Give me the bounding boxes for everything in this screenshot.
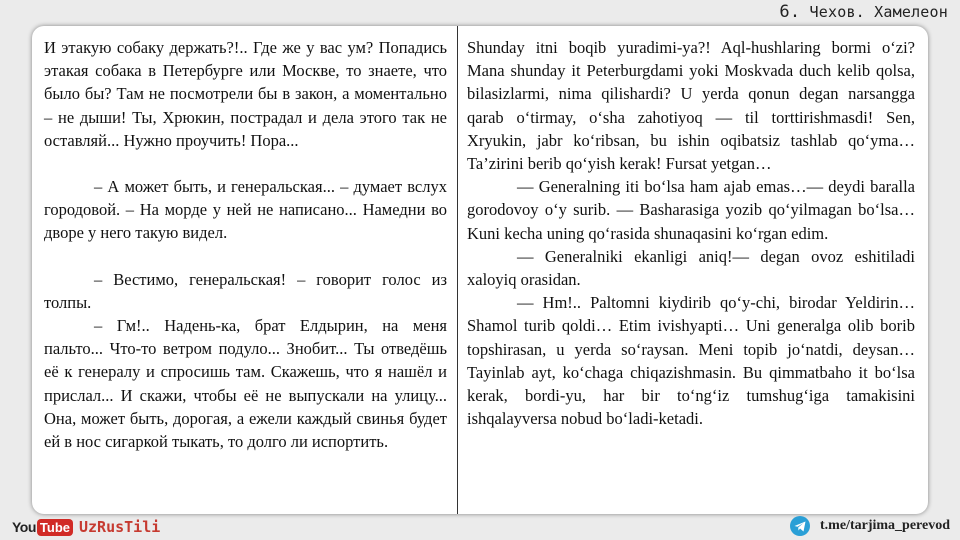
uzbek-column [467,36,915,430]
text-card [32,26,928,514]
youtube-logo-you: You [12,519,36,535]
youtube-channel-link[interactable] [12,518,160,536]
russian-paragraph-4: – Гм!.. Надень-ка, брат Елдырин, на меня пальто... Что-то ветром подуло... Знобит... Ты отведёшь её к генералу и спросишь там. Скажешь, что я нашёл и прислал... И скажи, чтобы её не выпускали на улицу... Она, может быть, дорогая, а ежели каждый свинья будет ей в нос сигаркой тыкать, то долго ли испортить. [44,316,447,452]
slide-number: 6. [779,2,801,22]
uzbek-paragraph-2: — Generalning iti bo‘lsa ham ajab emas…— deydi baralla gorodovoy o‘y surib. — Basharasiga yozib qo‘yilmagan bo‘lsa… Kuni kecha uning qo‘rasida shunaqasini ko‘rgan edim. [467,177,915,243]
slide-title [779,2,948,22]
russian-paragraph-3: – Вестимо, генеральская! – говорит голос из толпы. [44,269,447,312]
column-divider [457,26,458,514]
channel-name: UzRusTili [79,518,161,536]
uzbek-paragraph-1: Shunday itni boqib yuradimi-ya?! Aql-hushlaring bormi o‘zi? Mana shunday it Peterburgdami yoki Moskvada duch kelib qolsa, bilasizlarmi, nima qilishardi? U yerda qonun degan narsangga qarab o‘tirmay, o‘sha zahotiyoq — til torttirishmasdi! Sen, Xryukin, jabr ko‘ribsan, bu ishin oqibatsiz tashlab qo‘yma… Ta’zirini berib qo‘yish kerak! Fursat yetgan… [467,38,915,174]
slide-title-text: Чехов. Хамелеон [809,3,948,21]
uzbek-paragraph-4: — Hm!.. Paltomni kiydirib qo‘y-chi, birodar Yeldirin… Shamol turib qoldi… Etim ivishyapti… Uni generalga olib borib topshirasan, u yerda so‘raysan. Meni topib jo‘natdi, deysan… Tayinlab ayt, ko‘chaga chiqazishmasin. Bu qimmatbaho it bo‘lsa kerak, bordi-yu, har bir to‘ng‘iz tumshug‘iga tamakisini ishqalayversa nobud bo‘ladi-ketadi. [467,293,915,429]
russian-paragraph-2: – А может быть, и генеральская... – думает вслух городовой. – На морде у ней не написано... Намедни во дворе у него такую видел. [44,177,447,243]
telegram-icon [790,516,810,536]
telegram-link-text: t.me/tarjima_perevod [820,518,950,533]
russian-column [44,36,447,453]
russian-paragraph-1: И этакую собаку держать?!.. Где же у вас ум? Попадись этакая собака в Петербурге или Москве, то знаете, что было бы? Там не посмотрели бы в закон, а моментально – не дыши! Ты, Хрюкин, пострадал и дела этого так не оставляй... Нужно проучить! Пора... [44,38,447,150]
uzbek-paragraph-3: — Generalniki ekanligi aniq!— degan ovoz eshitiladi xaloyiq orasidan. [467,246,915,290]
youtube-logo-tube: Tube [37,519,73,536]
telegram-link[interactable] [790,516,950,536]
